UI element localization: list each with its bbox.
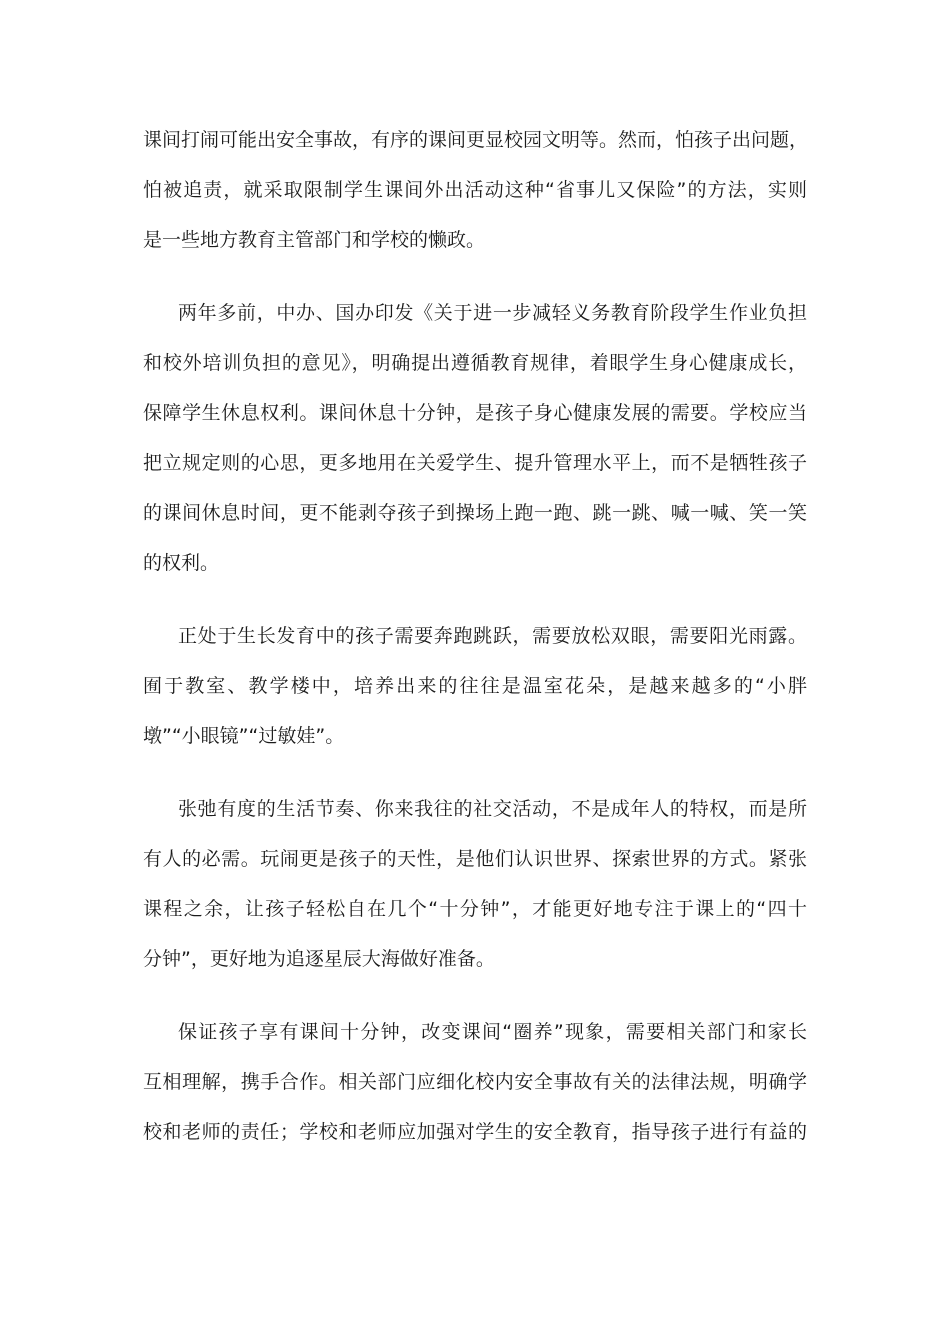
text-line: 的权利。 [143,552,220,574]
paragraph [143,288,807,588]
text-line: 分钟”，更好地为追逐星辰大海做好准备。 [143,948,495,970]
text-line: 正处于生长发育中的孩子需要奔跑跳跃，需要放松双眼，需要阳光雨露。 [178,625,807,647]
text-line: 课程之余，让孩子轻松自在几个“十分钟”，才能更好地专注于课上的“四十 [143,898,807,920]
text-line: 张弛有度的生活节奏、你来我往的社交活动，不是成年人的特权，而是所 [178,798,807,820]
text-line: 的课间休息时间，更不能剥夺孩子到操场上跑一跑、跳一跳、喊一喊、笑一笑 [143,502,807,524]
text-line: 有人的必需。玩闹更是孩子的天性，是他们认识世界、探索世界的方式。紧张 [143,848,807,870]
paragraph [143,1007,807,1157]
document-body [143,115,807,1180]
paragraph [143,611,807,761]
text-line: 是一些地方教育主管部门和学校的懒政。 [143,229,486,251]
text-line: 墩”“小眼镜”“过敏娃”。 [143,725,345,747]
text-line: 课间打闹可能出安全事故，有序的课间更显校园文明等。然而，怕孩子出问题， [143,129,809,151]
text-line: 保证孩子享有课间十分钟，改变课间“圈养”现象，需要相关部门和家长 [178,1021,807,1043]
text-line: 互相理解，携手合作。相关部门应细化校内安全事故有关的法律法规，明确学 [143,1071,807,1093]
text-line: 校和老师的责任；学校和老师应加强对学生的安全教育，指导孩子进行有益的 [143,1121,807,1143]
paragraph [143,784,807,984]
paragraph [143,115,807,265]
text-line: 把立规定则的心思，更多地用在关爱学生、提升管理水平上，而不是牺牲孩子 [143,452,807,474]
text-line: 两年多前，中办、国办印发《关于进一步减轻义务教育阶段学生作业负担 [178,302,807,324]
text-line: 和校外培训负担的意见》，明确提出遵循教育规律，着眼学生身心健康成长， [143,352,807,374]
text-line: 囿于教室、教学楼中，培养出来的往往是温室花朵，是越来越多的“小胖 [143,675,807,697]
text-line: 怕被追责，就采取限制学生课间外出活动这种“省事儿又保险”的方法，实则 [143,179,807,201]
text-line: 保障学生休息权利。课间休息十分钟，是孩子身心健康发展的需要。学校应当 [143,402,807,424]
